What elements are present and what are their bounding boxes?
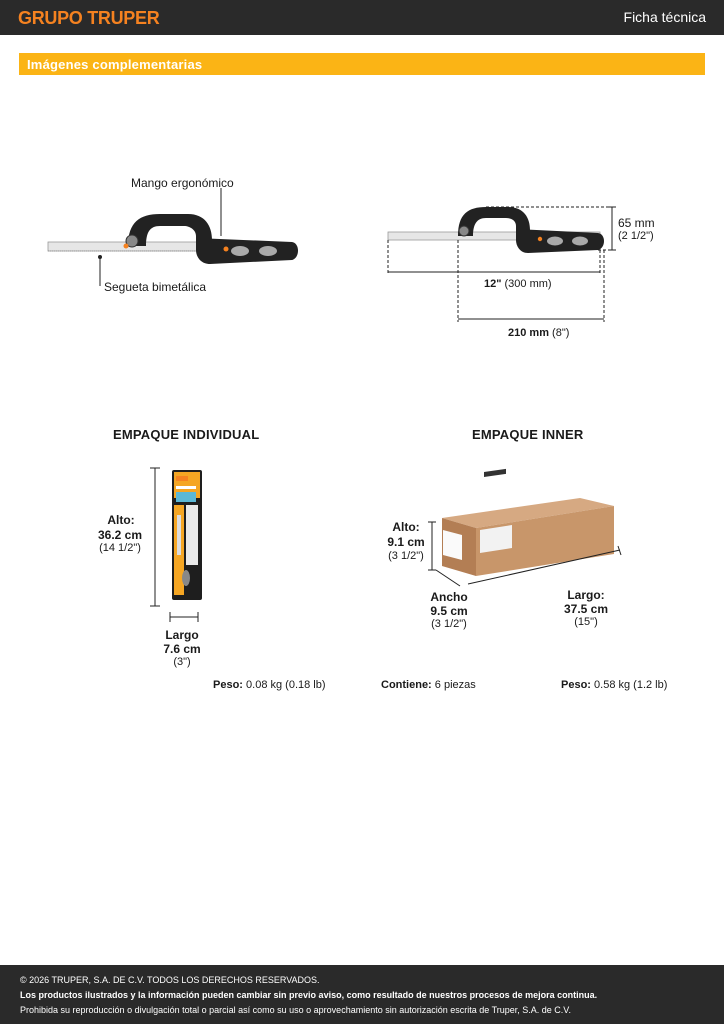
dimension-lines (388, 207, 616, 322)
section-title: Imágenes complementarias (27, 57, 203, 72)
tool-length-label: 210 mm (8") (508, 327, 570, 339)
inner-weight: Peso: 0.58 kg (1.2 lb) (561, 679, 668, 691)
individual-length-cm: 7.6 cm (163, 642, 201, 656)
inner-width-in: (3 1/2") (431, 618, 467, 630)
individual-length-label: Largo (165, 628, 199, 642)
footer (0, 965, 724, 1024)
inner-box-image (442, 469, 614, 576)
individual-height-label: Alto: (107, 513, 135, 527)
inner-package-heading: EMPAQUE INNER (472, 427, 584, 442)
inner-height-label: Alto: (392, 520, 420, 534)
blade-callout: Segueta bimetálica (104, 280, 207, 294)
inner-height-cm: 9.1 cm (387, 535, 425, 549)
individual-height-in: (14 1/2") (99, 542, 141, 554)
footer-copyright: © 2026 TRUPER, S.A. DE C.V. TODOS LOS DERECHOS RESERVADOS. (20, 975, 320, 985)
saw-product-image (48, 214, 298, 264)
individual-height-cm: 36.2 cm (97, 528, 143, 542)
inner-length-label: Largo: (567, 588, 605, 602)
individual-length-in: (3") (173, 656, 191, 668)
document-type: Ficha técnica (623, 9, 706, 25)
individual-package-image (172, 470, 202, 600)
blade-length-label: 12" (300 mm) (484, 278, 552, 290)
inner-length-in: (15") (574, 616, 598, 628)
inner-height-in: (3 1/2") (388, 550, 424, 562)
inner-length-cm: 37.5 cm (563, 602, 609, 616)
height-in-label: (2 1/2") (618, 230, 654, 242)
individual-package-heading: EMPAQUE INDIVIDUAL (113, 427, 260, 442)
footer-prohibition: Prohibida su reproducción o divulgación total o parcial así como su uso o aprovechamiento sin autorización escrita de Truper, S.A. de C.V. (20, 1005, 571, 1015)
footer-notice: Los productos ilustrados y la información pueden cambiar sin previo aviso, como resultado de nuestros procesos de mejora continua. (20, 990, 598, 1000)
height-mm-label: 65 mm (618, 216, 655, 230)
inner-contents: Contiene: 6 piezas (381, 679, 476, 691)
saw-dimension-image (388, 207, 604, 253)
individual-weight: Peso: 0.08 kg (0.18 lb) (213, 679, 326, 691)
inner-width-cm: 9.5 cm (430, 604, 468, 618)
handle-callout: Mango ergonómico (131, 176, 234, 190)
inner-width-label: Ancho (430, 590, 468, 604)
brand-logo: GRUPO TRUPER (18, 8, 160, 28)
